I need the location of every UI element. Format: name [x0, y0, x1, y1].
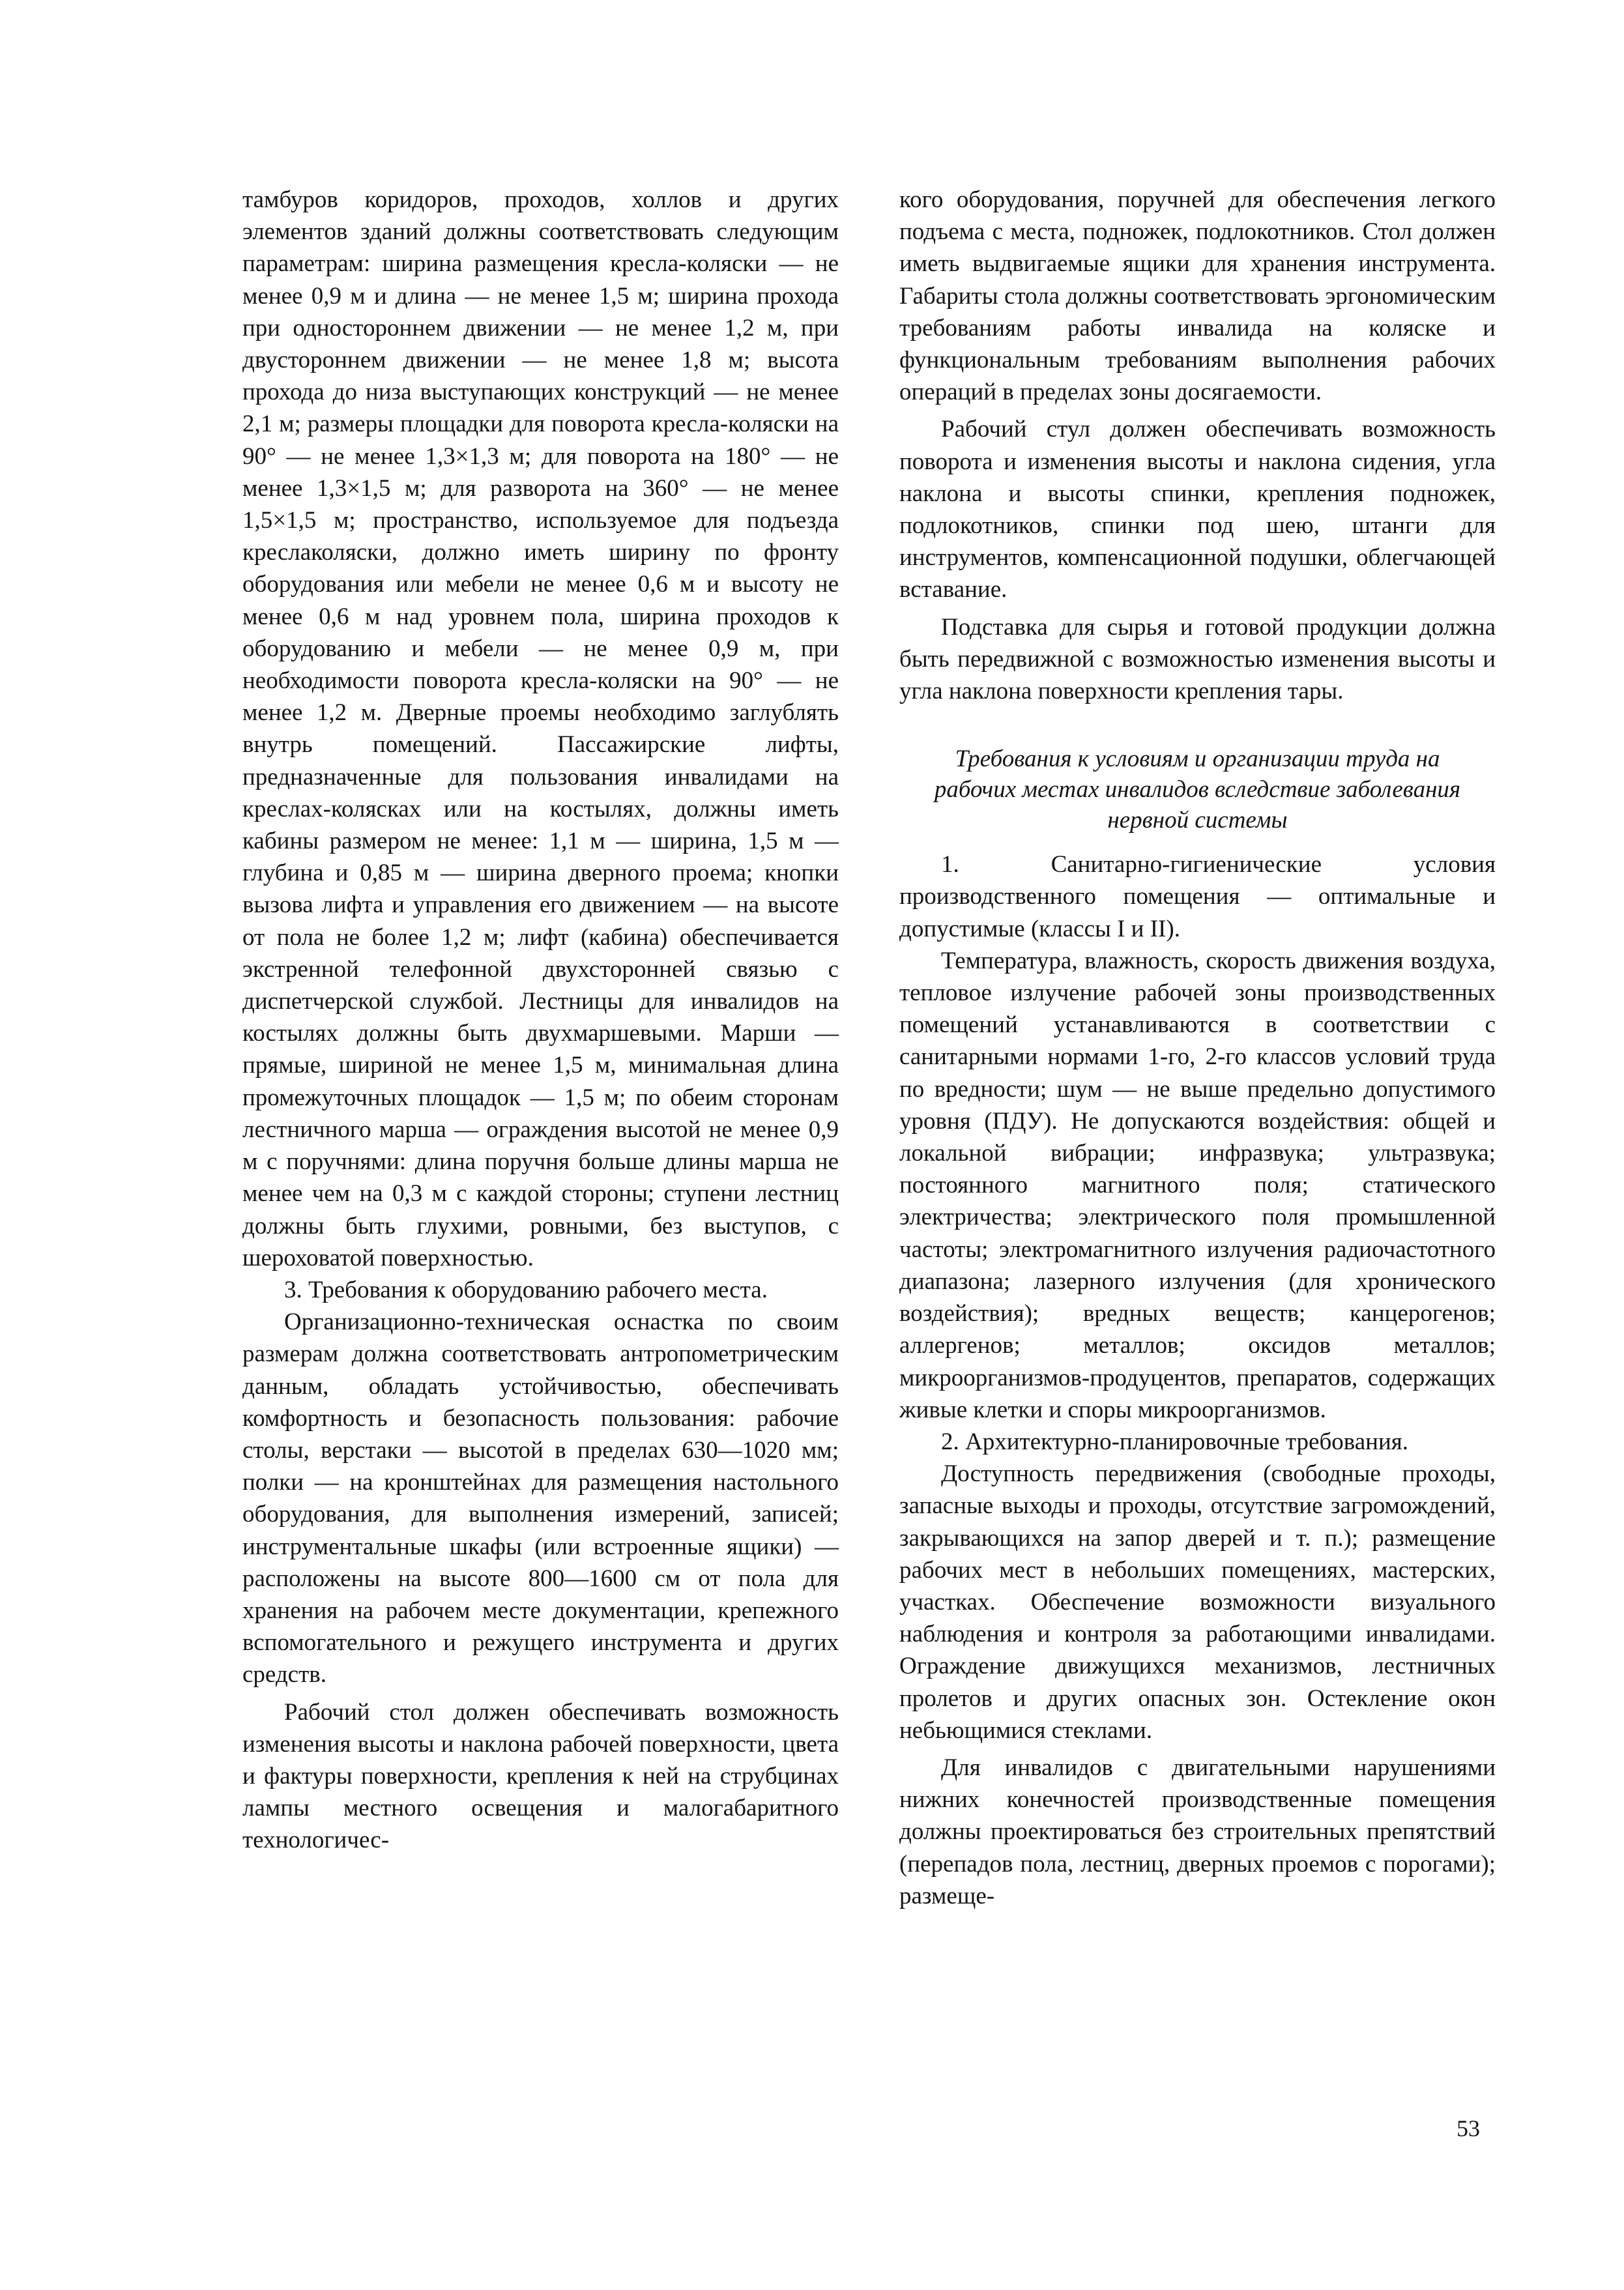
page-number: 53 — [1457, 2115, 1480, 2141]
paragraph-temperature: Температура, влажность, скорость движения воздуха, тепловое излучение рабочей зоны производственных помещений устанавливаются в соответствии с санитарными нормами 1-го, 2-го классов условий труда по вредности; шум — не выше предельно допустимого уровня (ПДУ). Не допускаются воздействия: общей и локальной вибрации; инфразвука; ультразвука; постоянного магнитного поля; статического электричества; электрического поля промышленной частоты; электромагнитного излучения радиочастотного диапазона; лазерного излучения (для хронического воздействия); вредных веществ; канцерогенов; аллергенов; металлов; оксидов металлов; микроорганизмов-продуцентов, препаратов, содержащих живые клетки и споры микроорганизмов. — [899, 947, 1496, 1423]
paragraph-continued-right: кого оборудования, поручней для обеспечения легкого подъема с места, подножек, подлокотников. Стол должен иметь выдвигаемые ящики для хранения инструмента. Габариты стола должны соответствовать эргономическим требованиям работы инвалида на коляске и функциональным требованиям выполнения рабочих операций в пределах зоны досягаемости. — [899, 186, 1496, 406]
paragraph-architecture-title: 2. Архитектурно-планировочные требования. — [941, 1428, 1409, 1455]
paragraph-section-3-title: 3. Требования к оборудованию рабочего места. — [284, 1276, 768, 1303]
paragraph-motor-impairments: Для инвалидов с двигательными нарушениями нижних конечностей производственные помещения должны проектироваться без строительных препятствий (перепадов пола, лестниц, дверных проемов с порогами); размеще- — [899, 1754, 1496, 1909]
section-heading: Требования к условиям и организации труда на рабочих местах инвалидов вследствие заболевания нервной системы — [934, 746, 1461, 834]
left-text-column — [242, 184, 839, 1857]
paragraph-work-chair: Рабочий стул должен обеспечивать возможность поворота и изменения высоты и наклона сидения, угла наклона и высоты спинки, крепления подножек, подлокотников, спинки под шею, штанги для инструментов, компенсационной подушки, облегчающей вставание. — [899, 416, 1496, 603]
right-text-column — [899, 184, 1496, 1912]
paragraph-equipment: Организационно-техническая оснастка по своим размерам должна соответствовать антропометрическим данным, обладать устойчивостью, обеспечивать комфортность и безопасность пользования: рабочие столы, верстаки — высотой в пределах 630—1020 мм; полки — на кронштейнах для размещения настольного оборудования, для выполнения измерений, записей; инструментальные шкафы (или встроенные ящики) — расположены на высоте 800—1600 см от пола для хранения на рабочем месте документации, крепежного вспомогательного и режущего инструмента и других средств. — [242, 1309, 839, 1689]
paragraph-stand: Подставка для сырья и готовой продукции должна быть передвижной с возможностью изменения высоты и угла наклона поверхности крепления тары. — [899, 613, 1496, 705]
paragraph-work-table: Рабочий стол должен обеспечивать возможность изменения высоты и наклона рабочей поверхности, цвета и фактуры поверхности, крепления к ней на струбцинах лампы местного освещения и малогабаритного технологичес- — [242, 1698, 839, 1854]
paragraph-continued: тамбуров коридоров, проходов, холлов и других элементов зданий должны соответствовать следующим параметрам: ширина размещения кресла-коляски — не менее 0,9 м и длина — не менее 1,5 м; ширина прохода при одностороннем движении — не менее 1,2 м, при двустороннем движении — не менее 1,8 м; высота прохода до низа выступающих конструкций — не менее 2,1 м; размеры площадки для поворота кресла-коляски на 90° — не менее 1,3×1,3 м; для поворота на 180° — не менее 1,3×1,5 м; для разворота на 360° — не менее 1,5×1,5 м; пространство, используемое для подъезда креслаколяски, должно иметь ширину по фронту оборудования или мебели не менее 0,6 м и высоту не менее 0,6 м над уровнем пола, ширина проходов к оборудованию и мебели — не менее 0,9 м, при необходимости поворота кресла-коляски на 90° — не менее 1,2 м. Дверные проемы необходимо заглублять внутрь помещений. Пассажирские лифты, предназначенные для пользования инвалидами на креслах-колясках или на костылях, должны иметь кабины размером не менее: 1,1 м — ширина, 1,5 м — глубина и 0,85 м — ширина дверного проема; кнопки вызова лифта и управления его движением — на высоте от пола не более 1,2 м; лифт (кабина) обеспечивается экстренной телефонной двухсторонней связью с диспетчерской службой. Лестницы для инвалидов на костылях должны быть двухмаршевыми. Марши — прямые, шириной не менее 1,5 м, минимальная длина промежуточных площадок — 1,5 м; по обеим сторонам лестничного марша — ограждения высотой не менее 0,9 м с поручнями: длина поручня больше длины марша не менее чем на 0,3 м с каждой стороны; ступени лестниц должны быть глухими, ровными, без выступов, с шероховатой поверхностью. — [242, 186, 839, 1271]
paragraph-sanitary-conditions: 1. Санитарно-гигиенические условия производственного помещения — оптимальные и допустимые (классы I и II). — [899, 851, 1496, 942]
paragraph-accessibility: Доступность передвижения (свободные проходы, запасные выходы и проходы, отсутствие загромождений, закрывающихся на запор дверей и т. п.); размещение рабочих мест в небольших помещениях, мастерских, участках. Обеспечение возможности визуального наблюдения и контроля за работающими инвалидами. Ограждение движущихся механизмов, лестничных пролетов и других опасных зон. Остекление окон небьющимися стеклами. — [899, 1460, 1496, 1744]
